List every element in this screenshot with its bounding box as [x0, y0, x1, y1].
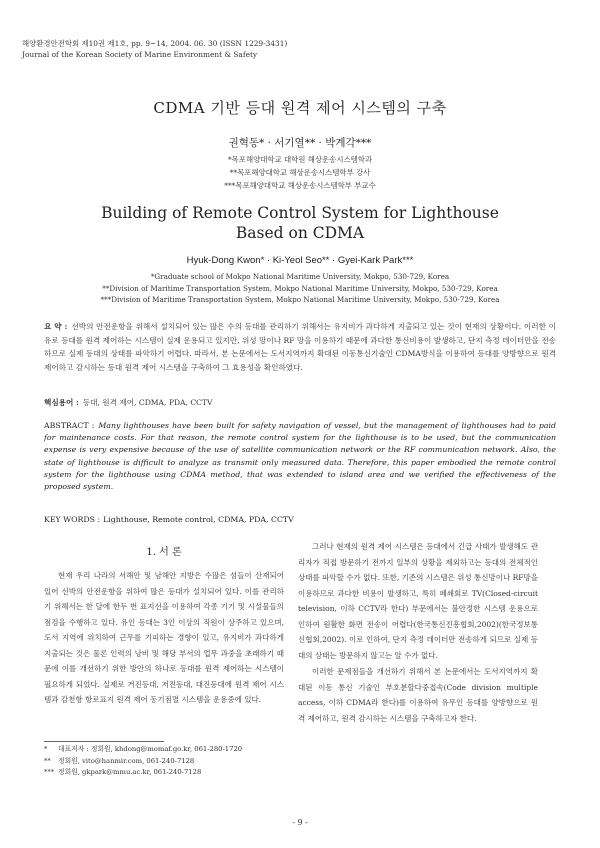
keywords-ko-label: 핵심용어 :: [44, 398, 79, 407]
abstract-korean: [44, 320, 556, 374]
authors-korean: 권혁동* · 서기열** · 박계각***: [228, 137, 372, 149]
abstract-en-text: Many lighthouses have been built for safety navigation of vessel, but the management of lighthouses had to paid for maintenance costs. For that reason, the remote control system for the lighthouse is to be used, but the communication expense is very expensive because of the use of satellite communication network or the RF communication network. Also, the state of lighthouse is difficult to analyze as transmit only measured data. Therefore, this paper embodied the remote control system for the lighthouse using CDMA method, that was extended to island area and we verified the effectiveness of the proposed system.: [44, 421, 556, 492]
body-paragraph: 그러나 현재의 원격 제어 시스템은 등대에서 긴급 사태가 발생해도 관리자가 직접 방문하기 전까지 일부의 상황을 제외하고는 등대의 전체적인 상태를 파악할 수가 없다. 또한, 기존의 시스템은 위성 통신망이나 RF망을 이용하므로 과다한 비용이 발생하고, 특히 폐쇄회로 TV(Closed-circuit television, 이하 CCTV라 한다) 부문에서는 불안정한 시스템 운용으로 인하여 원활한 화면 전송이 어렵다(한국통신진흥협회,2002)(한국정보통신협회,2002). 이로 인하여, 단지 측정 데이터만 전송하게 되므로 실제 등대의 상태는 방문하지 않고는 알 수가 없다.: [298, 542, 538, 660]
footnote-text: 대표저자 : 정회원, khdong@momaf.go.kr, 061-280-1720: [58, 745, 243, 753]
body-column-left: [44, 568, 284, 708]
abstract-ko-label: 요 약 :: [44, 322, 68, 331]
keywords-korean: [44, 397, 556, 408]
footnote: [44, 756, 242, 768]
affiliation-en-2: **Division of Maritime Transportation System, Mokpo National Maritime University, Mokpo, 530-729, Korea: [102, 283, 498, 293]
keywords-en-text: Lighthouse, Remote control, CDMA, PDA, CCTV: [103, 515, 294, 524]
keywords-english: [44, 515, 556, 524]
paper-title-english: [0, 203, 600, 243]
page-number: - 9 -: [292, 818, 308, 827]
affiliations-english: [0, 271, 600, 306]
body-column-right: [298, 539, 538, 726]
abstract-english: [44, 420, 556, 493]
footnote-mark: ***: [44, 768, 55, 776]
keywords-en-label: KEY WORDS :: [44, 515, 101, 524]
footnote: [44, 744, 242, 756]
footnote: [44, 767, 242, 779]
affiliation-ko-1: *목포해양대학교 대학원 해상운송시스템학과: [227, 155, 373, 164]
authors-english: Hyuk-Dong Kwon* · Ki-Yeol Seo** · Gyei-Kark Park***: [186, 255, 414, 266]
body-paragraph: 이러한 문제점들을 개선하기 위해서 본 논문에서는 도서지역까지 확대된 이동 통신 기술인 부호분할다중접속(Code division multiple access, 이하 CDMA라 한다)를 이용하여 유무인 등대를 양방향으로 원격 제어하고, 원격 감시하는 시스템을 구축하고자 한다.: [298, 667, 538, 723]
paper-title-korean: CDMA 기반 등대 원격 제어 시스템의 구축: [153, 99, 447, 117]
title-en-line-1: Building of Remote Control System for Lighthouse: [101, 204, 499, 222]
journal-name: Journal of the Korean Society of Marine Environment & Safety: [22, 50, 258, 59]
footnote-text: 정회원, vito@hanmir.com, 061-240-7128: [58, 756, 195, 765]
section-heading-introduction: 1. 서 론: [146, 547, 182, 558]
abstract-ko-text: 선박의 안전운항을 위해서 설치되어 있는 많은 수의 등대를 관리하기 위해서는 유지비가 과다하게 지출되고 있는 것이 현재의 상황이다. 이러한 이유로 등대를 원격 제어하는 시스템이 실제 운용되고 있지만, 위성 망이나 RF 망을 이용하기 때문에 과다한 통신비용이 발생하고, 단지 측정 데이터만을 전송하므로 실제 등대의 상태를 파악하기 어렵다. 따라서, 본 논문에서는 도서지역까지 확대된 이동통신기술인 CDMA방식을 이용하여 등대를 양방향으로 원격 제어하고 감시하는 등대 원격 제어 시스템을 구축하여 그 효용성을 확인하였다.: [44, 322, 556, 372]
footnote-mark: **: [44, 756, 51, 765]
journal-header: [22, 38, 287, 60]
affiliation-ko-2: **목포해양대학교 해상운송시스템학부 강사: [229, 168, 371, 177]
keywords-ko-text: 등대, 원격 제어, CDMA, PDA, CCTV: [82, 398, 213, 407]
body-paragraph: 현재 우리 나라의 서해안 및 남해안 지방은 수많은 섬들이 산재되어 있어 선박의 안전운항을 위하여 많은 등대가 설치되어 있다. 이를 관리하기 위해서는 한 달에 한두 번 표지선을 이용하여 각종 기기 및 시설물들의 점검을 수행하고 있다. 유인 등대는 3인 이상의 직원이 상주하고 있으며, 도서 지역에 위치하여 근무를 기피하는 경향이 있고, 유지비가 과다하게 지출되는 것은 물론 인력의 낭비 및 해당 부서의 업무 과중을 초래하기 때문에 이를 개선하기 위한 방안의 하나로 등대를 원격 제어하는 시스템이 필요하게 되었다. 실제로 거진등대, 저진등대, 대진등대에 원격 제어 시스템과 감천항 항로표지 원격 제어 동기점멸 시스템을 운용중에 있다.: [44, 571, 284, 704]
abstract-en-label: ABSTRACT :: [44, 421, 95, 430]
affiliation-en-1: *Graduate school of Mokpo National Maritime University, Mokpo, 530-729, Korea: [150, 272, 450, 281]
title-en-line-2: Based on CDMA: [235, 224, 365, 242]
footnote-text: 정회원, gkpark@mmu.ac.kr, 061-240-7128: [58, 768, 202, 776]
affiliations-korean: [0, 153, 600, 192]
affiliation-en-3: ***Division of Maritime Transportation System, Mokpo National Maritime University, Mokpo, 530-729, Korea: [100, 295, 500, 304]
journal-citation: 해양환경안전학회 제10권 제1호, pp. 9~14, 2004. 06. 30 (ISSN 1229-3431): [22, 39, 288, 48]
footnotes: [44, 744, 242, 779]
footnote-mark: *: [44, 745, 48, 753]
affiliation-ko-3: ***목포해양대학교 해상운송시스템학부 부교수: [224, 181, 376, 190]
footnote-divider: [44, 741, 164, 742]
